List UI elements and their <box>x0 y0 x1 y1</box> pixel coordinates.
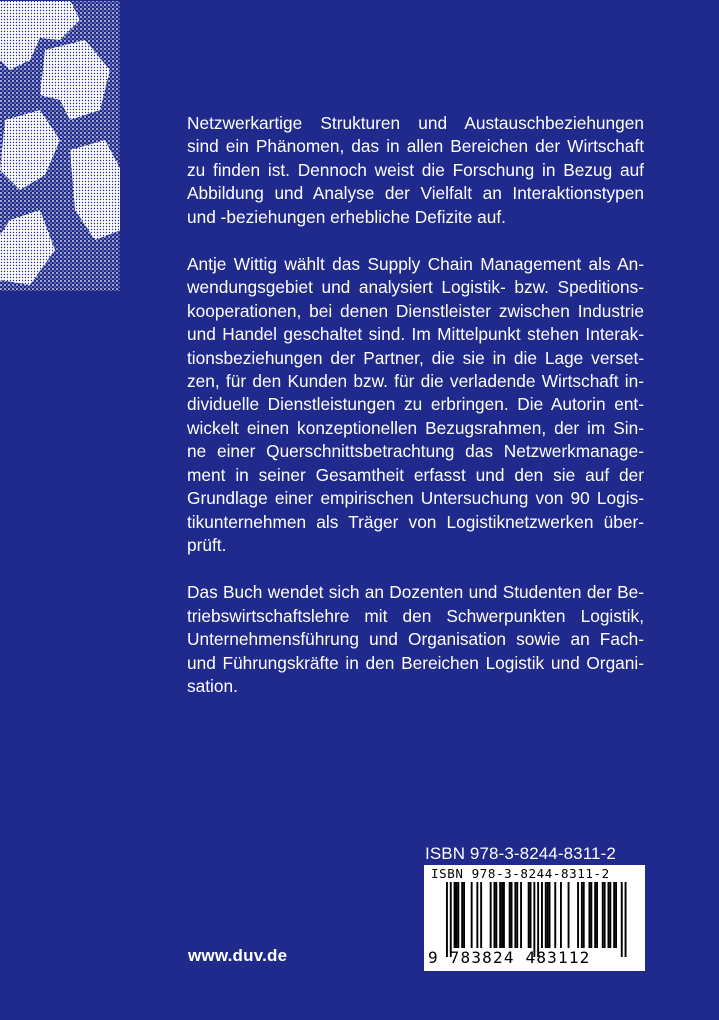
text-line: Das Buch wendet sich an Dozenten und Studenten der Be- <box>187 582 644 603</box>
barcode-bar <box>509 882 511 948</box>
text-line: Unternehmensführung und Organisation sowie an Fach- <box>187 629 644 650</box>
text-line: Netzwerkartige Strukturen und Austauschbeziehungen <box>187 113 644 133</box>
barcode-bar <box>547 882 549 948</box>
text-line: kooperationen, bei denen Dienstleister zwischen Industrie <box>187 300 644 321</box>
back-cover-text <box>187 112 644 722</box>
paragraph-3 <box>187 581 644 698</box>
barcode-bar <box>604 882 606 948</box>
ean-barcode <box>424 865 645 971</box>
text-line: Antje Wittig wählt das Supply Chain Management als An- <box>187 254 644 275</box>
barcode-bar <box>463 882 465 948</box>
barcode-bar <box>457 882 459 948</box>
barcode-bar <box>454 882 456 948</box>
barcode-bar <box>590 882 592 948</box>
barcode-bar <box>594 882 596 948</box>
barcode-isbn-text: ISBN 978-3-8244-8311-2 <box>431 866 610 881</box>
barcode-bar <box>554 882 556 948</box>
barcode-bar <box>520 882 522 948</box>
barcode-bar <box>528 882 530 948</box>
barcode-bar <box>613 882 615 948</box>
text-line: dividuelle Dienstleistungen zu erbringen. Die Autorin ent- <box>187 394 644 415</box>
text-line: tionsbeziehungen der Partner, die sie in die Lage verset- <box>187 347 644 368</box>
barcode-digits: 9 783824 483112 <box>428 948 591 967</box>
barcode-bar <box>480 882 482 948</box>
text-line: zu finden ist. Dennoch weist die Forschung in Bezug auf <box>187 159 644 180</box>
barcode-bar <box>537 882 539 957</box>
barcode-bar <box>446 882 448 957</box>
text-line: und Führungskräfte in den Bereichen Logistik und Organi- <box>187 652 644 673</box>
barcode-bar <box>583 882 585 948</box>
barcode-bar <box>461 882 463 948</box>
text-line: und Handel geschaltet sind. Im Mittelpunkt stehen Interak- <box>187 324 644 345</box>
barcode-bar <box>549 882 551 948</box>
text-line: wendungsgebiet und analysiert Logistik- bzw. Speditions- <box>187 277 644 298</box>
barcode-bar <box>568 882 570 948</box>
text-line: Grundlage einer empirischen Untersuchung von 90 Logis- <box>187 488 644 509</box>
barcode-bar <box>581 882 583 948</box>
text-line: triebswirtschaftslehre mit den Schwerpunkten Logistik, <box>187 605 644 626</box>
barcode-bar <box>577 882 579 948</box>
barcode-bar <box>503 882 505 948</box>
barcode-bar <box>541 882 543 948</box>
barcode-bar <box>495 882 497 948</box>
text-line: Abbildung und Analyse der Vielfalt an Interaktionstypen <box>187 183 644 204</box>
paragraph-2 <box>187 253 644 557</box>
text-line: sation. <box>187 675 238 696</box>
isbn-label: ISBN 978-3-8244-8311-2 <box>425 844 616 863</box>
text-line: sind ein Phänomen, das in allen Bereichen der Wirtschaft <box>187 136 644 157</box>
barcode-bar <box>615 882 617 948</box>
publisher-url[interactable]: www.duv.de <box>188 946 288 965</box>
paragraph-1 <box>187 112 644 229</box>
barcode-bar <box>589 882 591 948</box>
barcode-bar <box>499 882 501 948</box>
barcode-bar <box>530 882 532 948</box>
barcode-bar <box>471 882 473 948</box>
barcode-bar <box>494 882 496 948</box>
barcode-bar <box>621 882 623 957</box>
text-line: ment in seiner Gesamtheit erfasst und den sie auf der <box>187 464 644 485</box>
barcode-bar <box>545 882 547 948</box>
barcode-bar <box>514 882 516 948</box>
barcode-bar <box>490 882 492 948</box>
barcode-bar <box>501 882 503 948</box>
barcode-bar <box>450 882 452 957</box>
text-line: und -beziehungen erhebliche Defizite auf. <box>187 206 506 227</box>
barcode-bar <box>533 882 535 957</box>
barcode-bar <box>602 882 604 948</box>
globe-map-image <box>0 0 121 292</box>
barcode-bar <box>609 882 611 948</box>
barcode-bar <box>456 882 458 948</box>
barcode-bar <box>511 882 513 948</box>
text-line: prüft. <box>187 534 227 555</box>
barcode-bar <box>516 882 518 948</box>
barcode-bar <box>476 882 478 948</box>
barcode-bar <box>608 882 610 948</box>
text-line: wickelt einen konzeptionellen Bezugsrahmen, der im Sin- <box>187 417 644 438</box>
text-line: tikunternehmen als Träger von Logistiknetzwerken über- <box>187 511 644 532</box>
text-line: zen, für den Kunden bzw. für die verladende Wirtschaft in- <box>187 371 644 392</box>
barcode-bar <box>625 882 627 957</box>
barcode-bar <box>596 882 598 948</box>
text-line: ne einer Querschnittsbetrachtung das Netzwerkmanage- <box>187 441 644 462</box>
barcode-bar <box>560 882 562 948</box>
